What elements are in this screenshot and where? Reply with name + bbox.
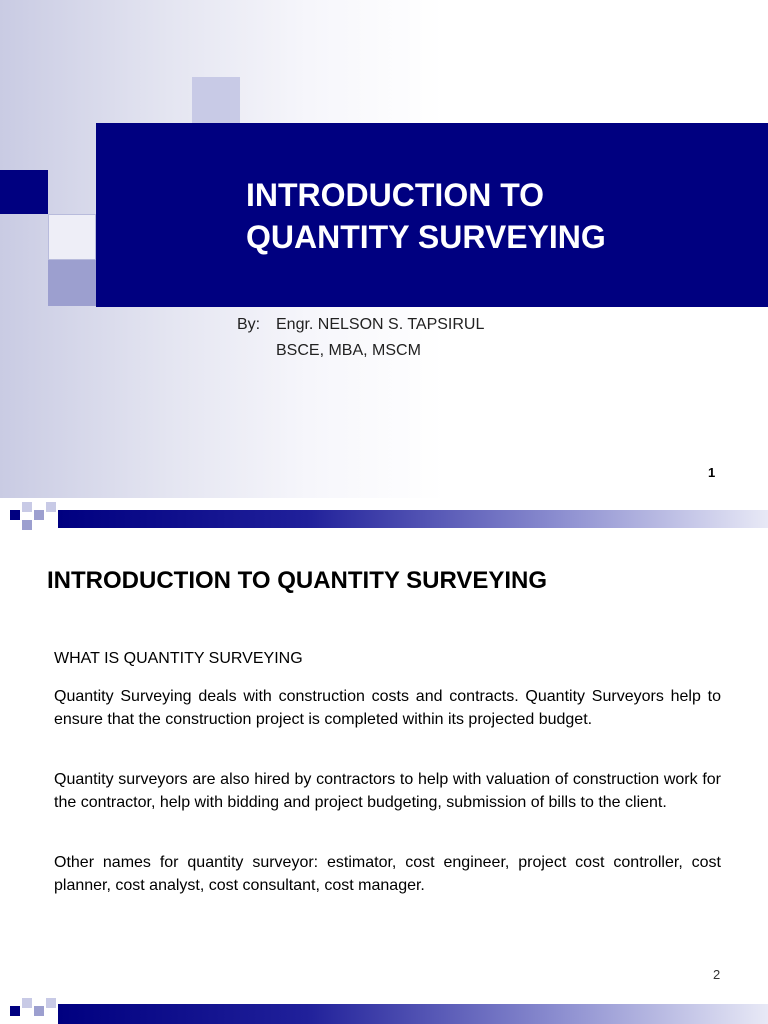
author-name: Engr. NELSON S. TAPSIRUL xyxy=(276,316,485,333)
paragraph-3: Other names for quantity surveyor: estimator, cost engineer, project cost controller, cost planner, cost analyst, cost consultant, cost manager. xyxy=(54,854,721,894)
slide-number: 1 xyxy=(708,465,716,480)
section-subheading: WHAT IS QUANTITY SURVEYING xyxy=(54,650,303,667)
title-slide xyxy=(0,0,768,498)
slide-title-line-1: INTRODUCTION TO xyxy=(246,177,545,213)
decor-square xyxy=(192,77,240,123)
divider-square xyxy=(10,1006,20,1016)
bottom-divider xyxy=(0,994,768,1024)
decor-square xyxy=(48,260,96,306)
divider-square xyxy=(22,520,32,530)
divider-gradient-bar xyxy=(58,1004,768,1024)
divider-square xyxy=(22,998,32,1008)
slide-divider xyxy=(0,498,768,538)
slide-title xyxy=(246,174,746,258)
paragraph-2: Quantity surveyors are also hired by contractors to help with valuation of construction work for the contractor, help with bidding and project budgeting, submission of bills to the client. xyxy=(54,771,721,811)
divider-square xyxy=(46,502,56,512)
divider-square xyxy=(22,502,32,512)
paragraph-1: Quantity Surveying deals with construction costs and contracts. Quantity Surveyors help to ensure that the construction project is completed within its projected budget. xyxy=(54,688,721,728)
divider-square xyxy=(34,1006,44,1016)
divider-square xyxy=(34,510,44,520)
author-credentials: BSCE, MBA, MSCM xyxy=(276,342,421,359)
divider-gradient-bar xyxy=(58,510,768,528)
title-banner-accent xyxy=(0,170,48,214)
section-heading: INTRODUCTION TO QUANTITY SURVEYING xyxy=(47,567,548,594)
divider-square xyxy=(46,998,56,1008)
divider-square xyxy=(10,510,20,520)
slide-title-line-2: QUANTITY SURVEYING xyxy=(246,219,606,255)
by-label: By: xyxy=(237,316,261,333)
decor-square xyxy=(48,214,96,260)
slide-number: 2 xyxy=(713,967,721,982)
